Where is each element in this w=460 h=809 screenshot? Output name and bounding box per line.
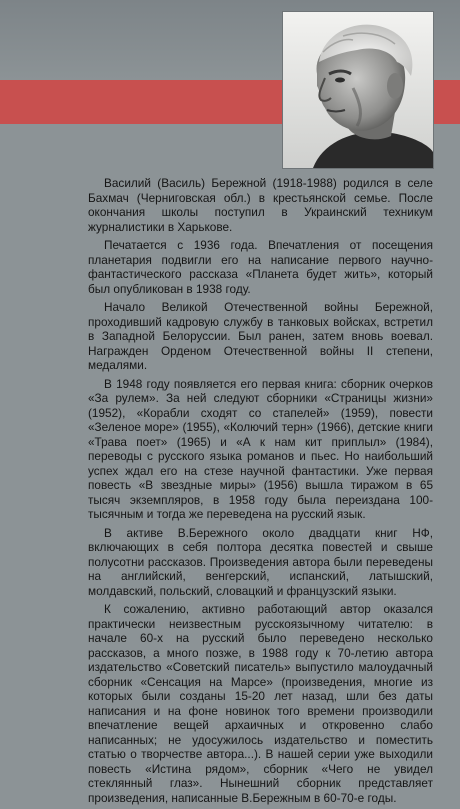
author-portrait <box>283 12 433 168</box>
biography-paragraph: В активе В.Бережного около двадцати книг НФ, включающих в себя полтора десятка повестей и свыше полусотни рассказов. Произведения автора были переведены на английский, венгерский, испанский, латышский, молдавский, польский, словацкий и французский языки. <box>88 525 433 598</box>
biography-paragraph: Василий (Василь) Бережной (1918-1988) родился в селе Бахмач (Черниговская обл.) в крестьянской семье. После окончания школы поступил в Украинский техникум журналистики в Харькове. <box>88 176 433 234</box>
biography-paragraph: В 1948 году появляется его первая книга: сборник очерков «За рулем». За ней следуют сборники «Страницы жизни» (1952), «Корабли сходят со стапелей» (1959), повести «Зеленое море» (1955), «Колючий терн» (1966), детские книги «Трава поет» (1965) и «А к нам кит приплыл» (1984), переводы с русского языка романов и пьес. Но наибольший успех ждал его на стезе научной фантастики. Уже первая повесть «В звездные миры» (1956) вышла тиражом в 65 тысяч экземпляров, в 1958 году была переиздана 100-тысячным и тогда же переведена на русский язык. <box>88 376 433 521</box>
author-portrait-image <box>283 12 433 168</box>
biography-paragraph: Начало Великой Отечественной войны Бережной, проходивший кадровую службу в танковых войсках, встретил в Западной Белоруссии. Был ранен, затем вновь воевал. Награжден Орденом Отечественной войны II степени, медалями. <box>88 300 433 372</box>
biography-paragraph: К сожалению, активно работающий автор оказался практически неизвестным русскоязычному читателю: в начале 60-х на русский было переведено несколько рассказов, а много позже, в 1988 году к 70-летию автора издательство «Советский писатель» выпустило малоудачный сборник «Сенсация на Марсе» (произведения, многие из которых были созданы 15-20 лет назад, шли без даты написания и на фоне новинок того времени производили впечатление вещей архаичных и откровенно слабо написанных; не удосужилось издательство и поместить статью о творчестве автора...). В нашей серии уже выходили повесть «Истина рядом», сборник «Чего не увидел стеклянный глаз». Нынешний сборник представляет произведения, написанные В.Бережным в 60-70-е годы. <box>88 602 433 805</box>
biography-paragraph: Печатается с 1936 года. Впечатления от посещения планетария подвигли его на написание первого научно-фантастического рассказа «Планета будет жить», который был опубликован в 1938 году. <box>88 238 433 296</box>
biography-text <box>88 176 433 809</box>
